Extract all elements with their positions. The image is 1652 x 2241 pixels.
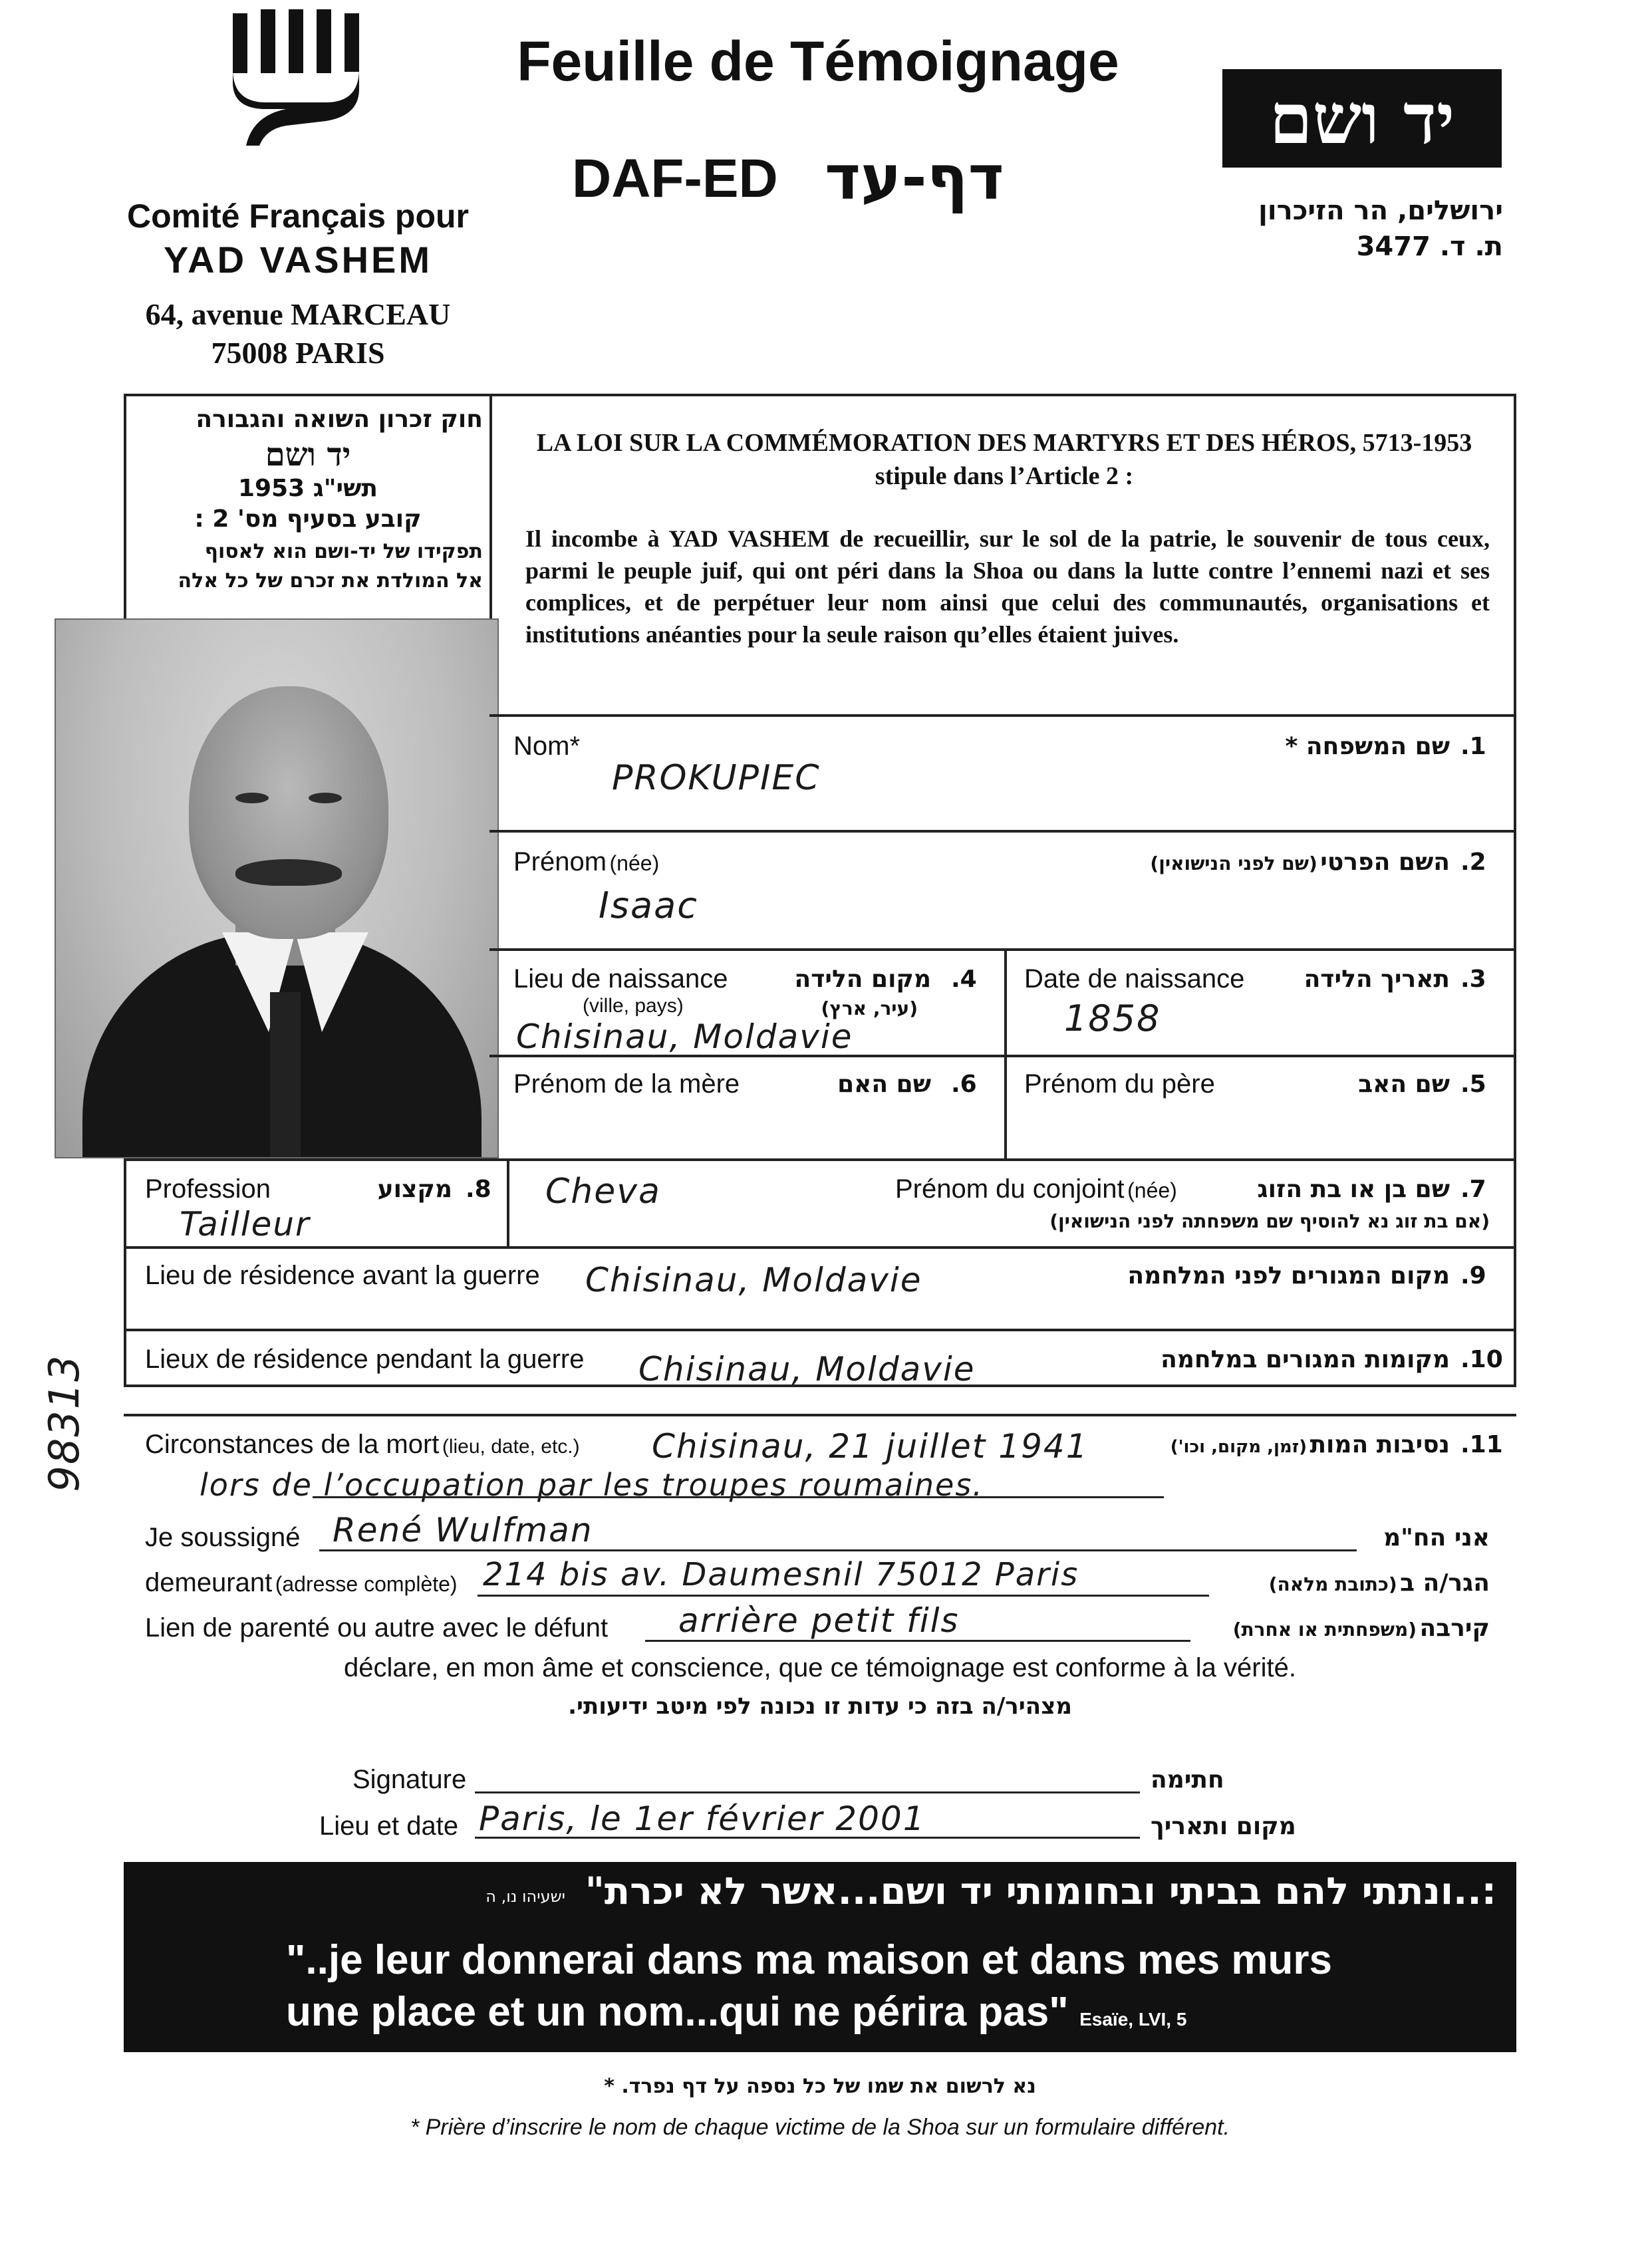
law-hebrew-line3: תשי"ג 1953 bbox=[237, 475, 378, 502]
field-date-naissance-value[interactable]: 1858 bbox=[1064, 997, 1161, 1039]
soussigne-label: Je soussigné bbox=[145, 1523, 301, 1552]
law-subtitle: stipule dans l’Article 2 : bbox=[875, 462, 1134, 490]
yad-vashem-hand-logo bbox=[226, 9, 372, 149]
jerusalem-address-line1: ירושלים, הר הזיכרון bbox=[1258, 196, 1503, 226]
field-prenom-pere-hebrew: שם האב bbox=[1358, 1071, 1450, 1098]
field-profession-number: .8 bbox=[466, 1176, 491, 1203]
field-lieu-naissance-sub: (ville, pays) bbox=[583, 995, 684, 1017]
lien-hebrew: קירבה (משפחתית או אחרת) bbox=[1232, 1615, 1490, 1642]
demeurant-value[interactable]: 214 bis av. Daumesnil 75012 Paris bbox=[483, 1556, 1079, 1593]
signature-label: Signature bbox=[352, 1765, 467, 1794]
demeurant-hebrew: הגר/ה ב (כתובת מלאה) bbox=[1268, 1569, 1490, 1597]
signature-hebrew: חתימה bbox=[1151, 1766, 1224, 1793]
yad-vashem-logo-box bbox=[1222, 69, 1502, 168]
field-lieu-naissance-value[interactable]: Chisinau, Moldavie bbox=[516, 1017, 853, 1056]
daf-ed-hebrew: דף-עד bbox=[825, 142, 1004, 213]
declaration-hebrew: מצהיר/ה בזה כי עדות זו נכונה לפי מיטב ידיעותי. bbox=[568, 1693, 1072, 1720]
field-date-naissance-label: Date de naissance bbox=[1024, 964, 1245, 993]
page-title: Feuille de Témoignage bbox=[517, 30, 1119, 92]
field-circonstances-hebrew: נסיבות המות (זמן, מקום, וכו') bbox=[1170, 1431, 1450, 1458]
field-residence-avant-label: Lieu de résidence avant la guerre bbox=[145, 1261, 540, 1290]
field-date-naissance-number: .3 bbox=[1460, 966, 1486, 993]
law-hebrew-line1: חוק זכרון השואה והגבורה bbox=[196, 406, 483, 433]
banner-hebrew-ref: ישעיהו נו, ה bbox=[485, 1887, 565, 1906]
field-profession-hebrew: מקצוע bbox=[377, 1176, 452, 1203]
soussigne-hebrew: אני הח"מ bbox=[1383, 1524, 1490, 1551]
lieu-date-value[interactable]: Paris, le 1er février 2001 bbox=[479, 1799, 926, 1838]
field-nom-value[interactable]: PROKUPIEC bbox=[612, 758, 821, 798]
lien-value[interactable]: arrière petit fils bbox=[678, 1601, 960, 1640]
footer-hebrew: נא לרשום את שמו של כל נספה על דף נפרד. * bbox=[604, 2075, 1036, 2098]
org-name-line1: Comité Français pour bbox=[127, 198, 469, 235]
field-conjoint-value[interactable]: Cheva bbox=[545, 1172, 661, 1212]
law-hebrew-line6: אל המולדת את זכרם של כל אלה bbox=[178, 569, 483, 593]
banner-french-line2: une place et un nom...qui ne périra pas" Esaïe, LVI, 5 bbox=[286, 1989, 1187, 2035]
field-profession-value[interactable]: Tailleur bbox=[180, 1205, 311, 1244]
field-residence-avant-number: .9 bbox=[1460, 1262, 1486, 1289]
victim-photo bbox=[55, 618, 499, 1158]
field-conjoint-number: .7 bbox=[1460, 1176, 1486, 1203]
field-prenom-label: Prénom (née) bbox=[513, 847, 660, 876]
org-address-line1: 64, avenue MARCEAU bbox=[145, 297, 451, 331]
yad-vashem-logo-text: יד ושם bbox=[1269, 77, 1455, 160]
field-lieu-naissance-number: .4 bbox=[951, 966, 977, 993]
field-lieu-naissance-hebrew: מקום הלידה bbox=[794, 966, 931, 993]
field-circonstances-value-line2[interactable]: lors de l’occupation par les troupes roumaines. bbox=[200, 1467, 984, 1503]
field-lieu-naissance-hebrew-sub: (עיר, ארץ) bbox=[821, 997, 918, 1019]
field-date-naissance-hebrew: תאריך הלידה bbox=[1304, 966, 1450, 993]
field-residence-avant-hebrew: מקום המגורים לפני המלחמה bbox=[1127, 1262, 1450, 1289]
lien-label: Lien de parenté ou autre avec le défunt bbox=[145, 1613, 609, 1643]
field-nom-hebrew: שם המשפחה * bbox=[1285, 733, 1450, 760]
lieu-date-label: Lieu et date bbox=[319, 1811, 459, 1841]
field-nom-number: .1 bbox=[1460, 733, 1486, 760]
field-circonstances-value[interactable]: Chisinau, 21 juillet 1941 bbox=[652, 1427, 1089, 1466]
field-prenom-mere-hebrew: שם האם bbox=[837, 1071, 931, 1098]
law-title: LA LOI SUR LA COMMÉMORATION DES MARTYRS ET DES HÉROS, 5713-1953 bbox=[536, 429, 1472, 457]
daf-ed-latin: DAF-ED bbox=[572, 148, 778, 209]
field-nom-label: Nom* bbox=[513, 731, 581, 761]
field-residence-pendant-number: .10 bbox=[1460, 1346, 1503, 1373]
field-residence-pendant-hebrew: מקומות המגורים במלחמה bbox=[1161, 1346, 1450, 1373]
field-circonstances-label: Circonstances de la mort (lieu, date, etc.) bbox=[145, 1430, 580, 1459]
declaration-french: déclare, en mon âme et conscience, que ce témoignage est conforme à la vérité. bbox=[344, 1653, 1296, 1682]
law-hebrew-line2: יד ושם bbox=[265, 436, 351, 473]
margin-reference-number: 98313 bbox=[40, 1354, 88, 1492]
field-prenom-pere-number: .5 bbox=[1460, 1071, 1486, 1098]
law-hebrew-line5: תפקידו של יד-ושם הוא לאסוף bbox=[204, 540, 483, 563]
field-conjoint-hebrew-sub: (אם בת זוג נא להוסיף שם משפחתה לפני הנישואין) bbox=[1049, 1210, 1490, 1232]
org-name-line2: YAD VASHEM bbox=[163, 239, 433, 281]
law-hebrew-line4: קובע בסעיף מס' 2 : bbox=[194, 505, 422, 533]
footer-french: * Prière d’inscrire le nom de chaque victime de la Shoa sur un formulaire différent. bbox=[410, 2115, 1230, 2140]
soussigne-value[interactable]: René Wulfman bbox=[333, 1511, 593, 1549]
field-prenom-mere-number: .6 bbox=[951, 1071, 977, 1098]
field-prenom-mere-label: Prénom de la mère bbox=[513, 1069, 740, 1099]
law-body: Il incombe à YAD VASHEM de recueillir, sur le sol de la patrie, le souvenir de tous ceux, parmi le peuple juif, qui ont péri dans la Shoa ou dans la lutte contre l’ennemi nazi et ses complices, et de perpétuer leur nom ainsi que celui des communautés, organisations et institutions anéanties pour la seule raison qu’elles étaient juives. bbox=[525, 525, 1490, 648]
field-prenom-pere-label: Prénom du père bbox=[1024, 1069, 1215, 1099]
field-residence-pendant-value[interactable]: Chisinau, Moldavie bbox=[638, 1350, 976, 1388]
field-prenom-value[interactable]: Isaac bbox=[599, 884, 698, 926]
banner-hebrew: :..ונתתי להם בביתי ובחומותי יד ושם...אשר לא יכרת" bbox=[585, 1870, 1496, 1913]
field-lieu-naissance-label: Lieu de naissance bbox=[513, 964, 728, 993]
demeurant-label: demeurant (adresse complète) bbox=[145, 1568, 458, 1597]
field-conjoint-label: Prénom du conjoint (née) bbox=[895, 1174, 1177, 1204]
jerusalem-address-line2: ת. ד. 3477 bbox=[1356, 231, 1503, 262]
field-residence-pendant-label: Lieux de résidence pendant la guerre bbox=[145, 1345, 585, 1374]
field-conjoint-hebrew: שם בן או בת הזוג bbox=[1257, 1176, 1450, 1203]
lieu-date-hebrew: מקום ותאריך bbox=[1151, 1813, 1296, 1840]
org-address-line2: 75008 PARIS bbox=[211, 336, 385, 370]
field-prenom-number: .2 bbox=[1460, 849, 1486, 876]
banner-french-line1: "..je leur donnerai dans ma maison et dans mes murs bbox=[286, 1937, 1333, 1983]
field-circonstances-number: .11 bbox=[1460, 1431, 1503, 1458]
field-prenom-hebrew: השם הפרטי (שם לפני הנישואין) bbox=[1150, 849, 1450, 876]
field-profession-label: Profession bbox=[145, 1174, 271, 1204]
field-residence-avant-value[interactable]: Chisinau, Moldavie bbox=[585, 1261, 922, 1299]
